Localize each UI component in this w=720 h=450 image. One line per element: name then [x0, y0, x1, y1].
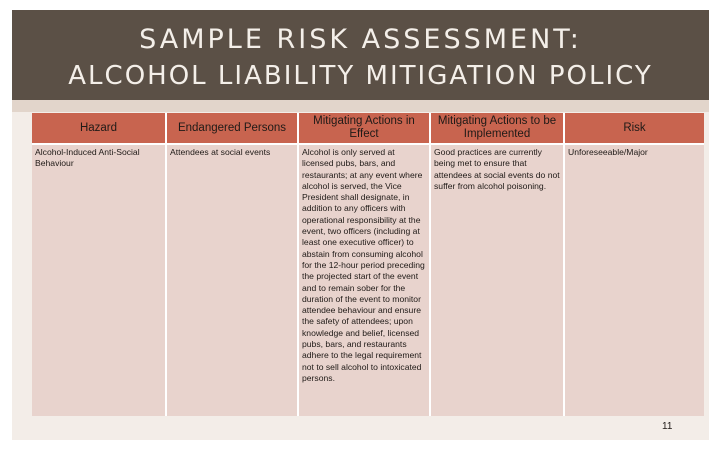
cell-endangered-persons: Attendees at social events	[166, 144, 298, 416]
title-line-2: ALCOHOL LIABILITY MITIGATION POLICY	[68, 61, 653, 91]
header-hazard: Hazard	[32, 113, 166, 144]
table-header-row	[32, 113, 704, 144]
cell-risk: Unforeseeable/Major	[564, 144, 704, 416]
risk-assessment-table	[32, 113, 704, 416]
cell-hazard: Alcohol-Induced Anti-Social Behaviour	[32, 144, 166, 416]
title-bar	[12, 10, 709, 100]
cell-actions-to-implement: Good practices are currently being met to ensure that attendees at social events do not suffer from alcohol poisoning.	[430, 144, 564, 416]
title-line-1: SAMPLE RISK ASSESSMENT:	[139, 24, 582, 55]
header-actions-to-implement: Mitigating Actions to be Implemented	[430, 113, 564, 144]
cell-actions-in-effect: Alcohol is only served at licensed pubs, bars, and restaurants; at any event where alcohol is served, the Vice President shall designate, in addition to any officers with operational responsibility at the event, two officers (including at least one executive officer) to abstain from consuming alcohol for the 12-hour period preceding the projected start of the event and to remain sober for the duration of the event to monitor attendee behaviour and ensure the safety of attendees; upon knowledge and belief, licensed pubs, bars, and restaurants adhere to the legal requirement not to sell alcohol to intoxicated persons.	[298, 144, 430, 416]
slide	[12, 10, 709, 440]
page-number: 11	[662, 421, 673, 432]
header-actions-in-effect: Mitigating Actions in Effect	[298, 113, 430, 144]
table-row	[32, 144, 704, 416]
title-divider-strip	[12, 100, 709, 112]
header-endangered-persons: Endangered Persons	[166, 113, 298, 144]
header-risk: Risk	[564, 113, 704, 144]
